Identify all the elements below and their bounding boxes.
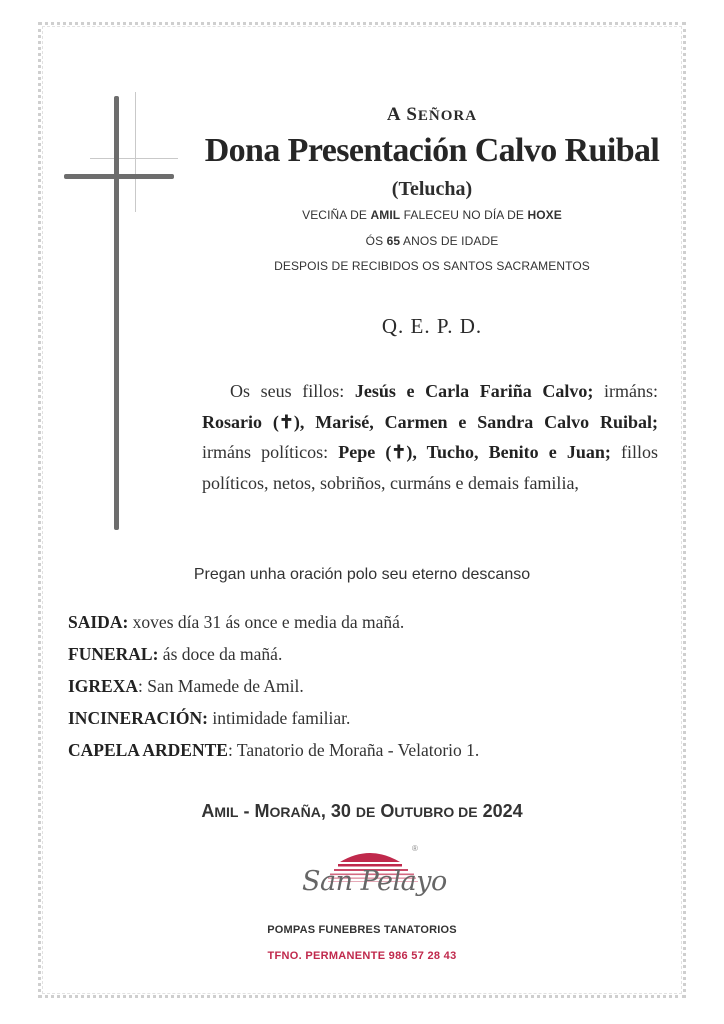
- detail-row-funeral: FUNERAL: ás doce da mañá.: [68, 644, 283, 664]
- info-line-age: ÓS 65 ANOS DE IDADE: [365, 234, 499, 248]
- brand-wordmark: San Pelayo: [302, 866, 447, 897]
- qepd: Q. E. P. D.: [381, 314, 483, 338]
- nickname: (Telucha): [391, 178, 473, 200]
- service-details: [68, 610, 479, 770]
- company-name: POMPAS FUNEBRES TANATORIOS: [267, 924, 457, 936]
- registered-mark: ®: [412, 844, 418, 853]
- detail-row-saida: SAIDA: xoves día 31 ás once e media da mañá.: [68, 612, 405, 632]
- salutation: A SEÑORA: [386, 104, 478, 125]
- detail-row-incineracion: INCINERACIÓN: intimidade familiar.: [68, 708, 351, 728]
- family-paragraph: Os seus fillos: Jesús e Carla Fariña Calvo; irmáns: Rosario (✝), Marisé, Carmen e Sandra Calvo Ruibal; irmáns políticos: Pepe (✝), Tucho, Benito e Juan; fillos políticos, netos, sobriños, curmáns e demais familia,: [202, 381, 658, 493]
- detail-row-igrexa: IGREXA: San Mamede de Amil.: [68, 676, 304, 696]
- deceased-name: Dona Presentación Calvo Ruibal: [204, 132, 660, 169]
- prayer-line: Pregan unha oración polo seu eterno descanso: [193, 566, 531, 583]
- place-date: AMIL - MORAÑA, 30 DE OUTUBRO DE 2024: [201, 801, 523, 821]
- phone-number: TFNO. PERMANENTE 986 57 28 43: [267, 950, 457, 962]
- info-line-sacraments: DESPOIS DE RECIBIDOS OS SANTOS SACRAMENTOS: [274, 259, 590, 273]
- detail-row-capela: CAPELA ARDENTE: Tanatorio de Moraña - Velatorio 1.: [68, 740, 480, 760]
- info-line-residence: VECIÑA DE AMIL FALECEU NO DÍA DE HOXE: [302, 208, 562, 222]
